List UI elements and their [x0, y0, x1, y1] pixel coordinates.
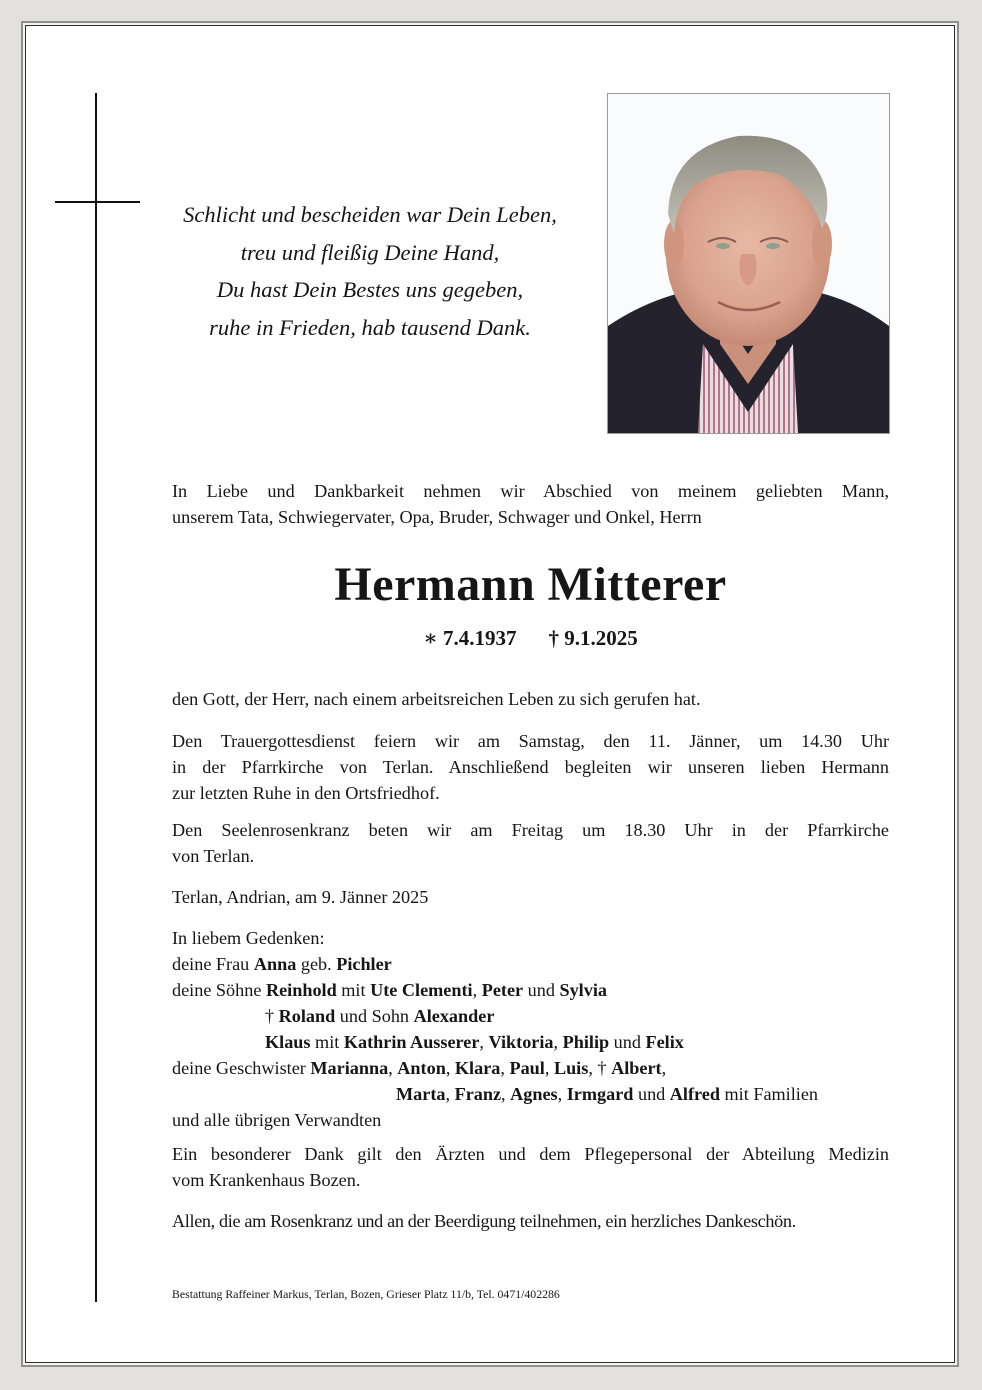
funeral-line: Den Trauergottesdienst feiern wir am Samstag, den 11. Jänner, um 14.30 Uhr [172, 731, 889, 751]
intro-line: unserem Tata, Schwiegervater, Opa, Bruder, Schwager und Onkel, Herrn [172, 507, 702, 527]
connector-text: , [500, 1058, 510, 1078]
survivors-list [172, 925, 889, 1133]
poem-line: Schlicht und bescheiden war Dein Leben, [183, 202, 557, 227]
survivor-name: Anna [253, 954, 297, 974]
rosary-line: von Terlan. [172, 846, 255, 866]
survivors-heading: In liebem Gedenken: [172, 928, 325, 948]
connector-text: und [609, 1032, 646, 1052]
thanks-line: Ein besonderer Dank gilt den Ärzten und dem Pflegepersonal der Abteilung Medizin [172, 1144, 889, 1164]
thanks-line: vom Krankenhaus Bozen. [172, 1170, 361, 1190]
poem-line: ruhe in Frieden, hab tausend Dank. [209, 314, 531, 340]
survivor-wife [172, 951, 889, 977]
relation-label: geb. [296, 954, 337, 974]
survivor-name: Anton [397, 1058, 446, 1078]
connector-text: , [479, 1032, 489, 1052]
cross-icon-vertical [95, 93, 97, 1302]
poem-line: treu und fleißig Deine Hand, [240, 239, 500, 265]
survivor-name: Luis [553, 1058, 589, 1078]
connector-text: , [501, 1084, 511, 1104]
connector-text: mit [336, 980, 371, 1000]
survivor-sons-row [172, 1029, 889, 1055]
survivor-name: Paul [509, 1058, 545, 1078]
connector-text: , [445, 1084, 455, 1104]
survivor-siblings-row [172, 1055, 889, 1081]
survivor-name: Agnes [510, 1084, 558, 1104]
survivor-name: Alexander [413, 1006, 495, 1026]
relation-label: deine Geschwister [172, 1058, 311, 1078]
survivor-name: Franz [454, 1084, 502, 1104]
survivor-name: Roland [278, 1006, 336, 1026]
connector-text: , [557, 1084, 567, 1104]
relation-label: deine Frau [172, 954, 254, 974]
survivor-name: Marta [396, 1084, 446, 1104]
survivor-name: Klaus [265, 1032, 311, 1052]
thanks-doctors-paragraph [172, 1141, 889, 1193]
connector-text: mit [310, 1032, 344, 1052]
rosary-line: Den Seelenrosenkranz beten wir am Freitag um 18.30 Uhr in der Pfarrkirche [172, 820, 889, 840]
called-home-text: den Gott, der Herr, nach einem arbeitsreichen Leben zu sich gerufen hat. [172, 689, 701, 709]
survivor-sons-row [172, 1003, 889, 1029]
connector-text: , [661, 1058, 667, 1078]
connector-text: , [553, 1032, 563, 1052]
deceased-name: Hermann Mitterer [334, 558, 727, 611]
funeral-line: zur letzten Ruhe in den Ortsfriedhof. [172, 783, 440, 803]
death-cross-icon: † [548, 626, 559, 650]
memorial-poem [150, 196, 590, 346]
survivor-name: Peter [481, 980, 524, 1000]
rosary-paragraph [172, 817, 889, 869]
deceased-cross-icon: † [597, 1058, 612, 1078]
connector-text: und Sohn [335, 1006, 414, 1026]
survivor-name: Ute Clementi [370, 980, 473, 1000]
intro-line: In Liebe und Dankbarkeit nehmen wir Abschied von meinem geliebten Mann, [172, 481, 889, 501]
portrait-photo [607, 93, 890, 434]
survivor-relatives: und alle übrigen Verwandten [172, 1110, 382, 1130]
birth-star-icon: ∗ [423, 626, 438, 650]
connector-text: , [445, 1058, 455, 1078]
connector-text: , [472, 980, 482, 1000]
cross-icon-crossbar [55, 201, 140, 203]
survivor-name: Irmgard [566, 1084, 634, 1104]
place-date: Terlan, Andrian, am 9. Jänner 2025 [172, 887, 429, 907]
deceased-cross-icon: † [265, 1006, 279, 1026]
connector-text: , [388, 1058, 398, 1078]
death-date: 9.1.2025 [564, 626, 638, 650]
connector-text: , [588, 1058, 598, 1078]
survivor-name: Kathrin Ausserer [343, 1032, 480, 1052]
relation-label: deine Söhne [172, 980, 266, 1000]
portrait-image [608, 94, 889, 433]
survivor-name: Alfred [669, 1084, 720, 1104]
survivor-name: Albert [611, 1058, 662, 1078]
birth-date: 7.4.1937 [443, 626, 517, 650]
survivor-name: Reinhold [265, 980, 337, 1000]
connector-text: und [633, 1084, 670, 1104]
survivor-name: Pichler [336, 954, 392, 974]
survivor-name: Klara [454, 1058, 501, 1078]
survivor-name: Sylvia [559, 980, 607, 1000]
poem-line: Du hast Dein Bestes uns gegeben, [216, 277, 524, 302]
funeral-line: in der Pfarrkirche von Terlan. Anschließend begleiten wir unseren lieben Hermann [172, 757, 889, 777]
survivor-sons-row [172, 977, 889, 1003]
survivor-name: Philip [562, 1032, 610, 1052]
connector-text: und [523, 980, 560, 1000]
undertaker-footer: Bestattung Raffeiner Markus, Terlan, Bozen, Grieser Platz 11/b, Tel. 0471/402286 [172, 1287, 560, 1301]
life-dates [172, 623, 889, 653]
survivor-siblings-row [172, 1081, 889, 1107]
intro-paragraph [172, 478, 889, 530]
connector-text: mit Familien [719, 1084, 818, 1104]
funeral-service-paragraph [172, 728, 889, 806]
connector-text: , [544, 1058, 554, 1078]
survivor-name: Marianna [310, 1058, 389, 1078]
thanks-attendees: Allen, die am Rosenkranz und an der Beerdigung teilnehmen, ein herzliches Dankeschön. [172, 1211, 796, 1231]
survivor-name: Viktoria [488, 1032, 554, 1052]
survivor-name: Felix [645, 1032, 684, 1052]
